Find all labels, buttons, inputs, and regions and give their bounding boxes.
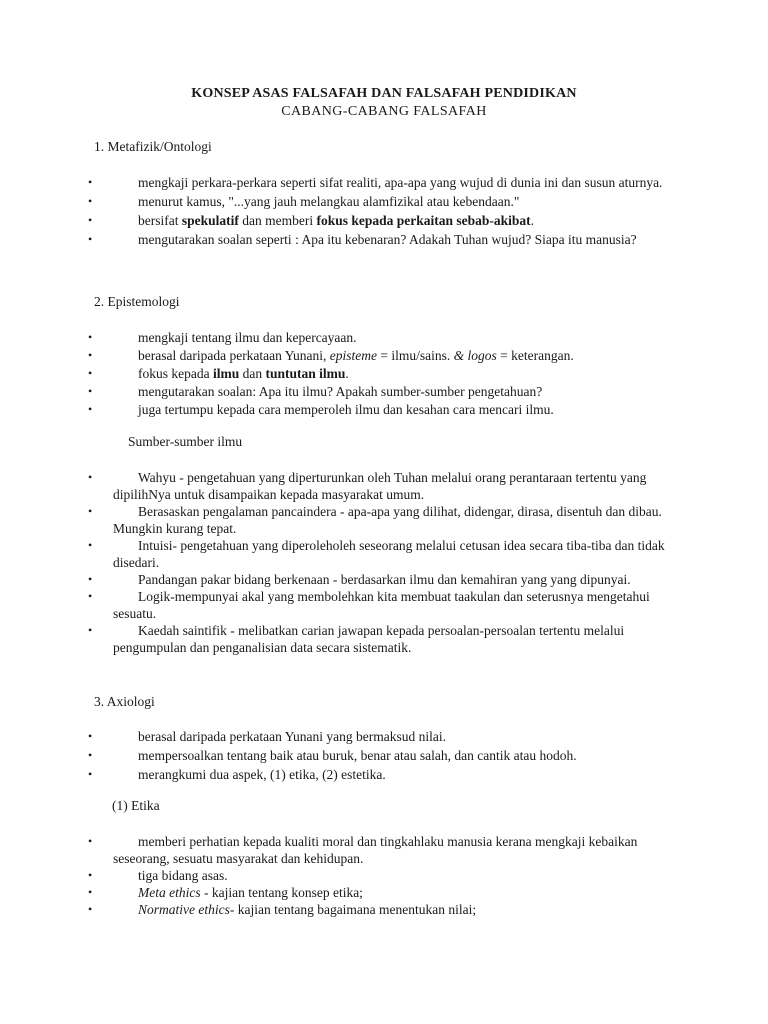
list-item — [0, 766, 768, 783]
bullet-icon: • — [88, 384, 93, 398]
list-item — [0, 728, 768, 745]
bullet-icon: • — [88, 330, 93, 344]
bullet-icon: • — [88, 834, 93, 848]
document-subtitle: CABANG-CABANG FALSAFAH — [281, 104, 487, 119]
list-item — [0, 193, 768, 210]
list-item-text — [0, 901, 678, 918]
bullet-icon: • — [88, 348, 93, 362]
subheading-sumber-ilmu: Sumber-sumber ilmu — [128, 434, 243, 449]
bullet-icon: • — [88, 729, 93, 743]
list-item-text: Pandangan pakar bidang berkenaan - berdasarkan ilmu dan kemahiran yang yang dipunyai. — [138, 572, 631, 587]
list-item-text: Logik-mempunyai akal yang membolehkan kita membuat taakulan dan seterusnya mengetahui sesuatu. — [113, 589, 650, 621]
bold-term: spekulatif — [181, 213, 239, 228]
list-item — [0, 901, 768, 918]
text-run: . — [530, 213, 535, 228]
metafizik-list — [0, 174, 768, 248]
bullet-icon: • — [88, 748, 93, 762]
list-item-text: memberi perhatian kepada kualiti moral dan tingkahlaku manusia kerana mengkaji kebaikan seseorang, sesuatu masyarakat dan kehidupan. — [113, 834, 638, 866]
list-item — [0, 347, 768, 364]
bullet-icon: • — [88, 194, 93, 208]
text-run: dan memberi — [238, 213, 317, 228]
list-item-text: juga tertumpu kepada cara memperoleh ilmu dan kesahan cara mencari ilmu. — [138, 402, 554, 417]
list-item-text: Wahyu - pengetahuan yang diperturunkan oleh Tuhan melalui orang perantaraan tertentu yang dipilihNya untuk disampaikan kepada masyarakat umum. — [113, 470, 647, 502]
list-item — [0, 503, 768, 537]
text-run: . — [345, 366, 349, 381]
list-item-text: Intuisi- pengetahuan yang diperoleholeh seseorang melalui cetusan idea secara tiba-tiba dan tidak disedari. — [113, 538, 665, 570]
bold-term: ilmu — [212, 366, 240, 381]
bullet-icon: • — [88, 504, 93, 518]
list-item — [0, 212, 768, 229]
list-item — [0, 833, 768, 867]
list-item — [0, 365, 768, 382]
list-item — [0, 884, 768, 901]
bold-term: fokus kepada perkaitan sebab-akibat — [316, 213, 531, 228]
section-heading-metafizik: 1. Metafizik/Ontologi — [94, 139, 212, 154]
list-item-text: berasal daripada perkataan Yunani yang bermaksud nilai. — [138, 729, 447, 744]
list-item-text: mengutarakan soalan: Apa itu ilmu? Apakah sumber-sumber pengetahuan? — [138, 384, 543, 399]
list-item-text: Berasaskan pengalaman pancaindera - apa-apa yang dilihat, didengar, dirasa, disentuh dan dibau. Mungkin kurang tepat. — [113, 504, 662, 536]
list-item — [0, 329, 768, 346]
bullet-icon: • — [88, 623, 93, 637]
bullet-icon: • — [88, 213, 93, 227]
section-heading-axiologi: 3. Axiologi — [94, 694, 155, 709]
bullet-icon: • — [88, 589, 93, 603]
list-item-text — [0, 884, 678, 901]
text-run: fokus kepada — [138, 366, 213, 381]
bullet-icon: • — [88, 232, 93, 246]
list-item — [0, 867, 768, 884]
list-item-text — [0, 365, 678, 382]
bullet-icon: • — [88, 767, 93, 781]
list-item-text: merangkumi dua aspek, (1) etika, (2) estetika. — [138, 767, 386, 782]
epistemologi-list — [0, 329, 768, 418]
italic-term: episteme — [329, 348, 378, 363]
list-item — [0, 231, 768, 248]
bullet-icon: • — [88, 538, 93, 552]
list-item — [0, 537, 768, 571]
list-item-text: mempersoalkan tentang baik atau buruk, benar atau salah, dan cantik atau hodoh. — [138, 748, 577, 763]
etika-list — [0, 833, 768, 918]
sumber-ilmu-list — [0, 469, 768, 656]
text-run: bersifat — [138, 213, 182, 228]
list-item — [0, 383, 768, 400]
list-item-text — [0, 212, 678, 229]
text-run: dan — [239, 366, 266, 381]
list-item-text: mengutarakan soalan seperti : Apa itu kebenaran? Adakah Tuhan wujud? Siapa itu manusia? — [138, 232, 637, 247]
list-item-text: Kaedah saintifik - melibatkan carian jawapan kepada persoalan-persoalan tertentu melalui pengumpulan dan penganalisian data secara sistematik. — [113, 623, 625, 655]
bullet-icon: • — [88, 572, 93, 586]
list-item — [0, 588, 768, 622]
list-item-text: tiga bidang asas. — [138, 868, 228, 883]
bold-term: tuntutan ilmu — [265, 366, 346, 381]
axiologi-list — [0, 728, 768, 783]
italic-term: & logos — [453, 348, 497, 363]
list-item — [0, 469, 768, 503]
section-heading-epistemologi: 2. Epistemologi — [94, 294, 180, 309]
list-item-text: menurut kamus, "...yang jauh melangkau alamfizikal atau kebendaan." — [138, 194, 520, 209]
bullet-icon: • — [88, 902, 93, 916]
document-title: KONSEP ASAS FALSAFAH DAN FALSAFAH PENDIDIKAN — [191, 86, 577, 101]
text-run: = ilmu/sains. — [377, 348, 454, 363]
list-item-text — [0, 347, 678, 364]
text-run: - kajian tentang konsep etika; — [200, 885, 363, 900]
list-item — [0, 622, 768, 656]
list-item — [0, 571, 768, 588]
list-item — [0, 401, 768, 418]
subheading-etika: (1) Etika — [112, 798, 160, 813]
bullet-icon: • — [88, 402, 93, 416]
list-item-text: mengkaji perkara-perkara seperti sifat realiti, apa-apa yang wujud di dunia ini dan susun aturnya. — [138, 175, 663, 190]
italic-term: Meta ethics — [138, 885, 201, 900]
list-item — [0, 747, 768, 764]
list-item — [0, 174, 768, 191]
text-run: berasal daripada perkataan Yunani, — [138, 348, 330, 363]
bullet-icon: • — [88, 868, 93, 882]
bullet-icon: • — [88, 885, 93, 899]
text-run: = keterangan. — [496, 348, 574, 363]
italic-term: Normative ethics — [138, 902, 230, 917]
bullet-icon: • — [88, 366, 93, 380]
bullet-icon: • — [88, 175, 93, 189]
bullet-icon: • — [88, 470, 93, 484]
list-item-text: mengkaji tentang ilmu dan kepercayaan. — [138, 330, 357, 345]
text-run: - kajian tentang bagaimana menentukan nilai; — [229, 902, 477, 917]
